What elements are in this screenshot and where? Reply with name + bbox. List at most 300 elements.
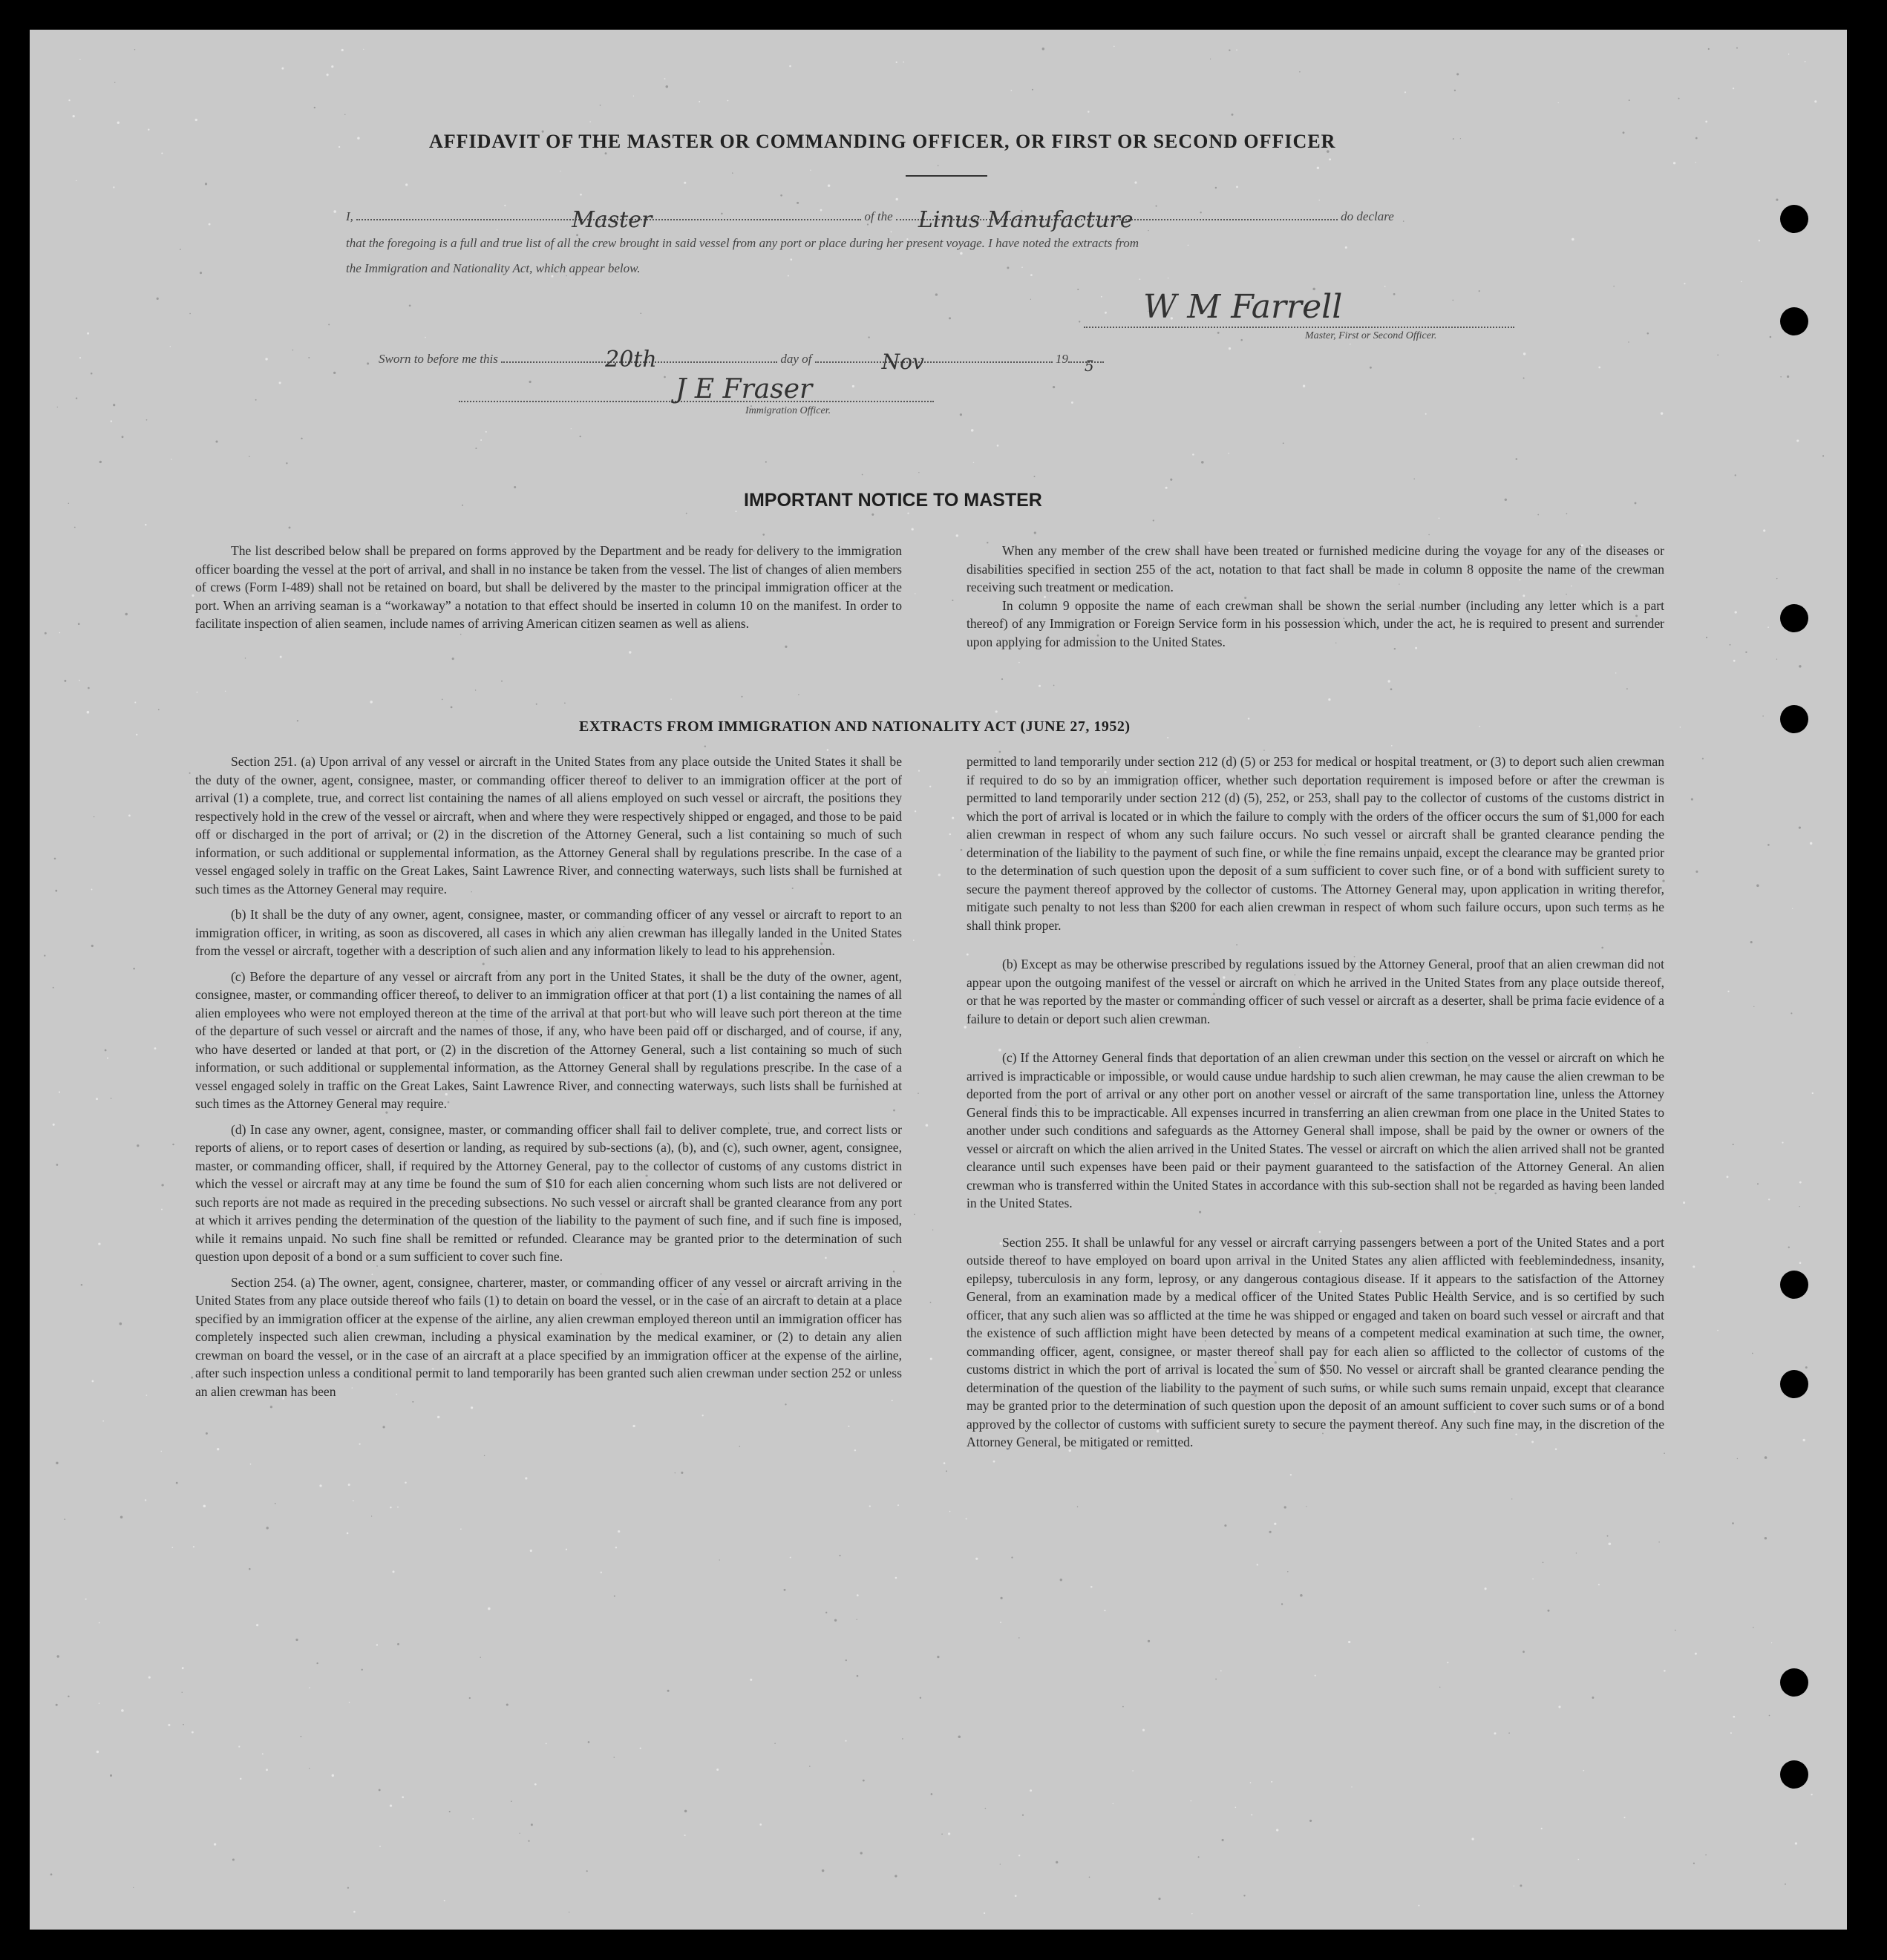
speck bbox=[1796, 439, 1799, 442]
speck bbox=[1695, 137, 1698, 140]
speck bbox=[96, 1098, 98, 1100]
speck bbox=[613, 1757, 615, 1758]
speck bbox=[828, 184, 831, 187]
speck bbox=[926, 1124, 929, 1127]
speck bbox=[158, 709, 160, 710]
speck bbox=[469, 1697, 471, 1699]
speck bbox=[750, 1679, 752, 1681]
speck bbox=[530, 1550, 532, 1552]
sworn-line bbox=[379, 347, 1104, 375]
speck bbox=[845, 1740, 846, 1742]
speck bbox=[915, 810, 916, 812]
speck bbox=[1390, 688, 1393, 690]
speck bbox=[1317, 167, 1319, 169]
speck bbox=[1287, 1571, 1288, 1572]
speck bbox=[1042, 47, 1044, 50]
speck bbox=[1039, 685, 1041, 687]
speck bbox=[1167, 737, 1168, 738]
speck bbox=[519, 1833, 520, 1834]
speck bbox=[1021, 266, 1023, 268]
speck bbox=[462, 505, 463, 506]
speck bbox=[203, 1505, 206, 1508]
speck bbox=[1814, 100, 1816, 102]
speck bbox=[56, 1704, 58, 1706]
speck bbox=[948, 1832, 950, 1835]
speck bbox=[91, 373, 93, 375]
speck bbox=[488, 1607, 491, 1610]
speck bbox=[1479, 726, 1481, 727]
speck bbox=[56, 1462, 58, 1464]
speck bbox=[1229, 50, 1230, 51]
speck bbox=[53, 1124, 55, 1126]
speck bbox=[863, 1780, 865, 1782]
speck bbox=[331, 65, 333, 68]
speck bbox=[1274, 1523, 1276, 1525]
speck bbox=[193, 1546, 194, 1547]
binder-hole bbox=[1780, 1370, 1808, 1398]
speck bbox=[699, 101, 700, 102]
speck bbox=[956, 534, 958, 537]
speck bbox=[309, 1768, 310, 1769]
speck bbox=[1753, 1627, 1754, 1628]
officer-signature: J E Fraser bbox=[676, 374, 813, 404]
section-251-a: Section 251. (a) Upon arrival of any vessel or aircraft in the United States from any place outside the United States it shall be the duty of the owner, agent, consignee, master, or commanding officer thereof to deliver to an immigration officer at the port of arrival (1) a complete, true, and correct list containing the names of all aliens employed on such vessel or aircraft, the positions they respectively hold in the crew of the vessel or aircraft, when and where they were respectively shipped or engaged, and those to be paid off or discharged in the port of arrival; or (2) in the discretion of the Attorney General, such a list containing so much of such information, or such additional or supplemental information, as the Attorney General shall by regulations prescribe. In the case of a vessel engaged solely in traffic on the Great Lakes, Saint Lawrence River, and connecting waterways, such lists shall be furnished at such times as the Attorney General may require. bbox=[195, 754, 902, 897]
sworn-day-handwriting: 20th bbox=[605, 347, 657, 373]
speck bbox=[472, 1818, 474, 1820]
speck bbox=[122, 436, 124, 438]
title-rule bbox=[906, 175, 987, 177]
speck bbox=[1263, 750, 1265, 751]
speck bbox=[973, 462, 974, 463]
notice-right-column bbox=[967, 542, 1664, 651]
speck bbox=[460, 1529, 462, 1530]
speck bbox=[511, 1800, 512, 1802]
section-255: Section 255. It shall be unlawful for any vessel or aircraft carrying passengers between a port of the United States and a port outside thereof to have employed on board upon arrival in the United States any alien afflicted with feeblemindedness, insanity, epilepsy, tuberculosis in any form, leprosy, or any dangerous contagious disease. If it appears to the satisfaction of the Attorney General, from an examination made by a medical officer of the United States Public Health Service, and is so certified by such officer, that any such alien was so afflicted at the time he was shipped or engaged and taken on board such vessel or aircraft and that the existence of such affliction might have been detected by means of a competent medical examination at such time, the owner, commanding officer, agent, consignee, or master thereof shall pay for each alien so afflicted to the collector of customs of the customs district in which the port of arrival is located the sum of $50. No vessel or aircraft shall be granted clearance pending the determination of the question of the liability to the payment of such sums, or while such sums remain unpaid, except that clearance may be granted prior to the determination of such question upon the deposit of an amount sufficient to cover such sums or of a bond approved by the collector of customs with sufficient surety to secure the payment thereof. Any such fine may, in the discretion of the Attorney General, be mitigated or remitted. bbox=[967, 1234, 1664, 1449]
speck bbox=[1018, 1855, 1020, 1856]
speck bbox=[452, 658, 454, 660]
speck bbox=[1018, 662, 1020, 663]
speck bbox=[1348, 1641, 1350, 1643]
speck bbox=[1391, 745, 1393, 747]
speck bbox=[59, 632, 61, 634]
speck bbox=[938, 165, 939, 166]
speck bbox=[1243, 1895, 1245, 1896]
speck bbox=[997, 445, 999, 447]
speck bbox=[1768, 1199, 1770, 1200]
speck bbox=[270, 1406, 272, 1408]
speck bbox=[1752, 1353, 1753, 1354]
speck bbox=[1217, 332, 1220, 334]
section-254-a: Section 254. (a) The owner, agent, consignee, charterer, master, or commanding officer of any vessel or aircraft arriving in the United States from any place outside thereof who fails (1) to detain on board the vessel, or in the case of an aircraft to detain at a place specified by an immigration officer at the expense of the airline, any alien crewman employed thereon until an immigration officer has completely inspected such alien crewman, including a physical examination by the medical examiner, or (2) to detain any alien crewman on board the vessel, or in the case of an aircraft at a place specified by an immigration officer at the expense of the airline, after such inspection unless a conditional permit to land temporarily has been granted such alien crewman under section 252 or unless an alien crewman has been bbox=[195, 1274, 902, 1399]
speck bbox=[87, 332, 89, 335]
speck bbox=[133, 1887, 134, 1888]
speck bbox=[736, 511, 737, 512]
speck bbox=[791, 258, 793, 260]
extracts-title: EXTRACTS FROM IMMIGRATION AND NATIONALITY ACT (JUNE 27, 1952) bbox=[579, 718, 1131, 735]
speck bbox=[397, 1643, 399, 1645]
speck bbox=[825, 1612, 827, 1613]
section-254-c: (c) If the Attorney General finds that deportation of an alien crewman under this section on the vessel or aircraft on which he arrived is impracticable or impossible, or would cause undue hardship to such alien crewman, he may cause the alien crewman to be deported from the port of arrival or any other port on another vessel or aircraft of the same transportation line, unless the Attorney General finds this to be impracticable. All expenses incurred in transferring an alien crewman from one place in the United States to another under such conditions and safeguards as the Attorney General shall impose, shall be paid by the owner or owners of the vessel or aircraft on which the alien arrived in the United States. The vessel or aircraft on which the alien arrived shall not be granted clearance until such expenses have been paid or their payment guaranteed to the satisfaction of the Attorney General. An alien crewman who is transferred within the United States in accordance with this sub-section shall not be regarded as having been landed in the United States. bbox=[967, 1050, 1664, 1210]
speck bbox=[1730, 644, 1731, 646]
speck bbox=[930, 1357, 932, 1360]
speck bbox=[262, 1753, 264, 1754]
speck bbox=[1811, 1794, 1812, 1795]
speck bbox=[379, 1789, 381, 1791]
speck bbox=[1598, 367, 1600, 369]
speck bbox=[56, 1655, 59, 1657]
speck bbox=[362, 1669, 363, 1671]
speck bbox=[1790, 1012, 1792, 1014]
speck bbox=[528, 1840, 529, 1841]
speck bbox=[640, 1748, 641, 1749]
speck bbox=[1523, 377, 1525, 378]
speck bbox=[110, 1774, 112, 1777]
speck bbox=[1328, 698, 1330, 701]
speck bbox=[1691, 798, 1693, 800]
speck bbox=[960, 252, 963, 255]
speck bbox=[214, 1843, 216, 1845]
speck bbox=[1702, 758, 1704, 759]
speck bbox=[1759, 240, 1760, 241]
speck bbox=[45, 632, 47, 635]
speck bbox=[266, 1769, 268, 1771]
speck bbox=[1508, 1732, 1510, 1734]
speck bbox=[1170, 479, 1172, 481]
speck bbox=[44, 955, 45, 957]
speck bbox=[664, 376, 666, 378]
speck bbox=[514, 486, 516, 488]
speck bbox=[1623, 131, 1625, 134]
speck bbox=[59, 1092, 60, 1093]
speck bbox=[681, 1472, 683, 1474]
speck bbox=[868, 336, 869, 338]
sworn-year-field bbox=[1068, 357, 1104, 375]
speck bbox=[1787, 376, 1789, 378]
speck bbox=[857, 1594, 859, 1596]
speck bbox=[217, 1448, 219, 1450]
speck bbox=[56, 1164, 59, 1166]
speck bbox=[200, 272, 202, 274]
speck bbox=[914, 1214, 915, 1216]
speck bbox=[1413, 478, 1414, 479]
speck bbox=[105, 1049, 107, 1052]
speck bbox=[1776, 199, 1778, 201]
speck bbox=[1418, 1905, 1419, 1907]
speck bbox=[1705, 121, 1707, 123]
speck bbox=[451, 707, 453, 709]
speck bbox=[732, 172, 733, 174]
speck bbox=[1717, 1330, 1718, 1331]
speck bbox=[146, 1394, 147, 1395]
speck bbox=[286, 462, 287, 464]
speck bbox=[1757, 1183, 1759, 1184]
speck bbox=[932, 1229, 933, 1230]
speck bbox=[1384, 286, 1386, 287]
speck bbox=[995, 710, 998, 712]
speck bbox=[704, 745, 706, 747]
speck bbox=[1000, 1622, 1001, 1623]
speck bbox=[485, 431, 487, 433]
speck bbox=[1015, 1895, 1017, 1897]
speck bbox=[1566, 513, 1568, 514]
speck bbox=[1215, 1679, 1217, 1680]
speck bbox=[1628, 341, 1629, 342]
speck bbox=[390, 1804, 392, 1806]
speck bbox=[121, 1709, 124, 1712]
speck bbox=[1745, 652, 1747, 653]
speck bbox=[1303, 385, 1305, 387]
speck bbox=[1780, 376, 1782, 378]
speck bbox=[382, 1426, 385, 1428]
speck bbox=[1785, 1884, 1786, 1885]
speck bbox=[1454, 90, 1456, 91]
declaration-line-1 bbox=[346, 207, 1511, 233]
speck bbox=[353, 1911, 356, 1913]
speck bbox=[1765, 1456, 1767, 1459]
speck bbox=[148, 1677, 151, 1679]
speck bbox=[897, 1504, 899, 1506]
speck bbox=[1647, 332, 1649, 335]
speck bbox=[1730, 1732, 1732, 1734]
notice-left-paragraph: The list described below shall be prepared on forms approved by the Department and be ready for delivery to the immigration officer boarding the vessel at the port of arrival, and shall in no instance be taken from the vessel. The list of changes of alien members of crews (Form I-489) shall not be retained on board, but shall be delivered by the master to the principal immigration officer at the port. When an arriving seaman is a “workaway” a notation to that effect should be inserted in column 10 on the manifest. In order to facilitate inspection of alien seamen, include names of arriving American citizen seamen as well as aliens. bbox=[195, 543, 902, 631]
speck bbox=[64, 1518, 65, 1520]
speck bbox=[1471, 1838, 1474, 1840]
speck bbox=[1767, 844, 1770, 846]
speck bbox=[1635, 502, 1637, 504]
officer-signature-caption: Immigration Officer. bbox=[745, 405, 831, 416]
speck bbox=[171, 459, 172, 460]
speck bbox=[449, 1811, 451, 1812]
speck bbox=[629, 651, 631, 653]
speck bbox=[289, 526, 291, 528]
speck bbox=[1763, 529, 1765, 531]
speck bbox=[168, 1724, 170, 1726]
speck bbox=[238, 1746, 240, 1747]
speck bbox=[402, 1796, 404, 1798]
speck bbox=[798, 694, 799, 695]
speck bbox=[531, 1823, 533, 1826]
speck bbox=[1132, 1770, 1134, 1771]
sworn-label: Sworn to before me this bbox=[379, 352, 498, 366]
speck bbox=[1753, 1006, 1754, 1007]
speck bbox=[319, 1484, 321, 1487]
speck bbox=[180, 249, 181, 250]
speck bbox=[425, 337, 426, 338]
speck bbox=[993, 1461, 995, 1463]
speck bbox=[1733, 660, 1736, 662]
speck bbox=[1053, 685, 1055, 686]
speck bbox=[256, 1624, 258, 1626]
speck bbox=[349, 1702, 350, 1703]
speck bbox=[1350, 344, 1351, 345]
speck bbox=[1404, 91, 1406, 93]
speck bbox=[1011, 90, 1013, 91]
speck bbox=[1658, 1541, 1659, 1542]
speck bbox=[125, 613, 128, 616]
speck bbox=[1732, 1522, 1734, 1524]
speck bbox=[1629, 99, 1630, 101]
speck bbox=[1805, 61, 1806, 62]
speck bbox=[1678, 98, 1679, 99]
speck bbox=[1329, 158, 1331, 160]
speck bbox=[1077, 289, 1079, 290]
sworn-year-handwriting: 5 bbox=[1084, 357, 1094, 375]
speck bbox=[789, 65, 791, 68]
speck bbox=[154, 1047, 157, 1049]
speck bbox=[333, 210, 336, 213]
speck bbox=[379, 1846, 381, 1847]
speck bbox=[1030, 299, 1031, 300]
speck bbox=[97, 1751, 99, 1753]
speck bbox=[961, 849, 963, 851]
speck bbox=[1664, 1670, 1666, 1672]
speck bbox=[1494, 1732, 1497, 1734]
speck bbox=[941, 1834, 943, 1835]
speck bbox=[1022, 1815, 1024, 1816]
speck bbox=[580, 194, 582, 196]
speck bbox=[367, 362, 369, 364]
speck bbox=[209, 223, 211, 226]
speck bbox=[822, 1869, 825, 1872]
speck bbox=[339, 146, 340, 148]
speck bbox=[809, 1766, 811, 1767]
speck bbox=[157, 298, 159, 300]
speck bbox=[98, 1242, 100, 1245]
speck bbox=[614, 1596, 615, 1597]
speck bbox=[716, 1769, 719, 1771]
speck bbox=[839, 1555, 840, 1556]
speck bbox=[1727, 1176, 1729, 1178]
speck bbox=[297, 720, 298, 721]
notice-title: IMPORTANT NOTICE TO MASTER bbox=[744, 490, 1042, 511]
speck bbox=[930, 1302, 932, 1303]
sworn-day-field bbox=[501, 347, 777, 373]
speck bbox=[314, 107, 315, 108]
speck bbox=[1113, 1803, 1114, 1805]
speck bbox=[958, 1735, 961, 1738]
declaration-line-3: the Immigration and Nationality Act, which appear below. bbox=[346, 261, 641, 275]
section-251-c: (c) Before the departure of any vessel or aircraft from any port in the United States, it shall be the duty of the owner, agent, consignee, master, or commanding officer thereof, to deliver to an immigration officer at that port (1) a list containing the names of all alien employees who were not employed thereon at the time of the arrival at that port but who will leave such port thereon at the time of the departure of such vessel or aircraft and the names of those, if any, who have been paid off or discharged, and of course, if any, who have deserted or landed at that port, or (2) in the discretion of the Attorney General, such a list containing so much of such information, or such additional or supplemental information, as the Attorney General shall by regulations prescribe. In the case of a vessel engaged solely in traffic on the Great Lakes, Saint Lawrence River, and connecting waterways, such lists shall be furnished at such times as the Attorney General may require. bbox=[195, 968, 902, 1111]
speck bbox=[1284, 1506, 1286, 1508]
speck bbox=[1122, 1706, 1124, 1708]
speck bbox=[348, 1484, 350, 1486]
speck bbox=[1673, 162, 1675, 164]
speck bbox=[1706, 637, 1707, 638]
speck bbox=[702, 1415, 704, 1416]
speck bbox=[675, 1472, 676, 1473]
speck bbox=[1695, 1653, 1697, 1655]
speck bbox=[920, 1697, 921, 1698]
speck bbox=[1626, 688, 1628, 689]
speck bbox=[1675, 1630, 1676, 1631]
speck bbox=[918, 770, 920, 772]
speck bbox=[1228, 453, 1229, 454]
speck bbox=[309, 1687, 310, 1688]
speck bbox=[1001, 678, 1003, 680]
speck bbox=[1250, 1782, 1252, 1783]
speck bbox=[601, 1572, 602, 1573]
speck bbox=[664, 78, 666, 79]
speck bbox=[301, 1736, 302, 1737]
speck bbox=[1345, 246, 1347, 249]
speck bbox=[99, 461, 102, 463]
speck bbox=[370, 701, 373, 704]
notice-right-paragraph-1: When any member of the crew shall have been treated or furnished medicine during the voyage for any of the diseases or disabilities specified in section 255 of the act, notation to that fact shall be made in column 8 opposite the name of the crewman receiving such treatment or medication. bbox=[967, 543, 1664, 594]
speck bbox=[918, 472, 919, 473]
speck bbox=[1113, 46, 1115, 47]
speck bbox=[1236, 49, 1237, 50]
speck bbox=[780, 194, 782, 197]
speck bbox=[1523, 353, 1525, 355]
speck bbox=[197, 692, 198, 693]
speck bbox=[1000, 1597, 1002, 1599]
speck bbox=[1148, 1640, 1150, 1642]
speck bbox=[74, 527, 76, 528]
speck bbox=[249, 1568, 251, 1570]
speck bbox=[73, 115, 75, 117]
speck bbox=[1229, 347, 1231, 350]
speck bbox=[250, 1464, 252, 1465]
speck bbox=[1257, 1564, 1258, 1565]
speck bbox=[1572, 238, 1574, 240]
speck bbox=[359, 1443, 361, 1445]
speck bbox=[1511, 1498, 1512, 1499]
speck bbox=[907, 513, 909, 514]
speck bbox=[1578, 1859, 1580, 1861]
speck bbox=[1089, 1876, 1090, 1878]
speck bbox=[1733, 1144, 1734, 1145]
vessel-name-field bbox=[896, 207, 1338, 233]
speck bbox=[92, 1380, 94, 1383]
speck bbox=[1387, 680, 1390, 682]
speck bbox=[81, 1284, 83, 1286]
speck bbox=[316, 1662, 318, 1664]
speck bbox=[55, 890, 57, 892]
speck bbox=[949, 1511, 951, 1512]
speck bbox=[984, 1913, 985, 1914]
binder-hole bbox=[1780, 705, 1808, 733]
speck bbox=[137, 1144, 139, 1147]
speck bbox=[971, 429, 974, 432]
speck bbox=[852, 385, 854, 387]
speck bbox=[397, 1507, 399, 1508]
speck bbox=[437, 1416, 439, 1418]
speck bbox=[896, 198, 898, 200]
speck bbox=[765, 461, 767, 462]
speck bbox=[91, 945, 94, 947]
speck bbox=[1447, 1662, 1448, 1663]
speck bbox=[862, 474, 863, 476]
speck bbox=[215, 440, 218, 442]
speck bbox=[1623, 1817, 1625, 1818]
speck bbox=[85, 1599, 87, 1600]
speck bbox=[1071, 401, 1073, 404]
master-name-field bbox=[356, 207, 861, 233]
speck bbox=[145, 1499, 146, 1501]
speck bbox=[1771, 1642, 1772, 1643]
speck bbox=[589, 121, 591, 122]
speck bbox=[1201, 461, 1204, 464]
speck bbox=[68, 99, 70, 101]
extracts-left-column bbox=[195, 753, 902, 1400]
speck bbox=[1224, 1524, 1226, 1527]
speck bbox=[371, 1515, 372, 1516]
speck bbox=[834, 1619, 837, 1622]
speck bbox=[1235, 1807, 1237, 1809]
speck bbox=[191, 1377, 193, 1379]
section-254-a-continued: permitted to land temporarily under section 212 (d) (5) or 253 for medical or hospital treatment, or (3) to deport such alien crewman if required to do so by an immigration officer, whether such deportation requirement is imposed before or after the crewman is permitted to land temporarily under section 212 (d) (5), 252, or 253, shall pay to the collector of customs of the customs district in which the port of arrival is located or in which the failure to comply with the orders of the officer occurs the sum of $1,000 for each alien crewman in respect of whom any such failure occurs. No such vessel or aircraft shall be granted clearance pending the determination of the liability to the payment of such fine, or while the fine remains unpaid, except the clearance may be granted prior to the determination of such question upon the deposit of a sum sufficient to cover such fine, or of a bond with sufficient surety to secure the payment thereof approved by the collector of customs. The Attorney General may, upon application in writing therefor, mitigate such penalty to not less than $200 for each alien crewman in respect of whom such failure occurs, upon such terms as he shall think proper. bbox=[967, 754, 1664, 933]
speck bbox=[1030, 274, 1033, 276]
